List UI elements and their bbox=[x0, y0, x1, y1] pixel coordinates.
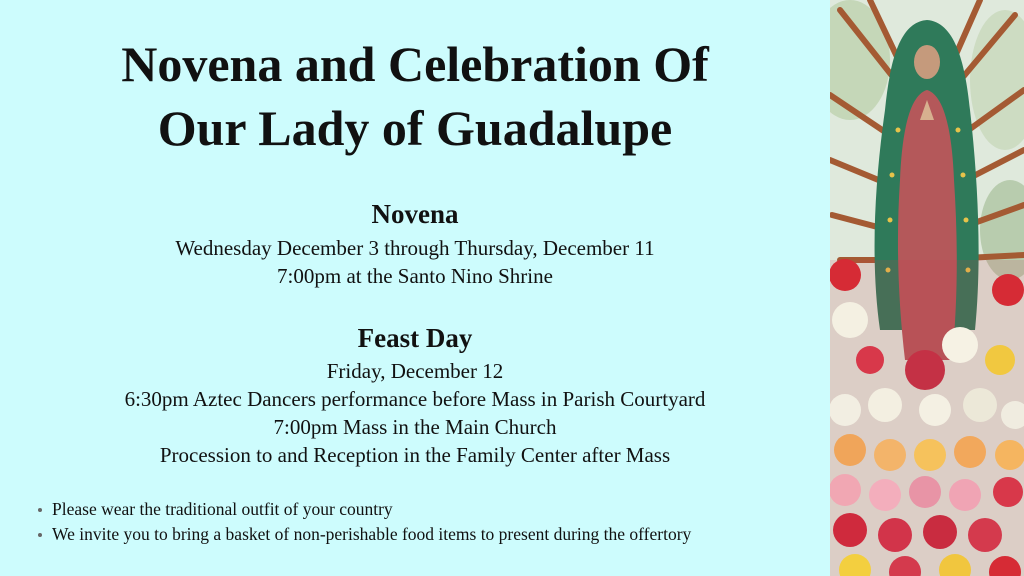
feast-procession: Procession to and Reception in the Family Center after Mass bbox=[159, 443, 671, 467]
bullet-icon bbox=[38, 508, 42, 512]
note-text: We invite you to bring a basket of non-perishable food items to present during the offertory bbox=[52, 524, 692, 544]
bullet-icon bbox=[38, 533, 42, 537]
feast-date: Friday, December 12 bbox=[326, 359, 504, 383]
notes-list bbox=[38, 497, 828, 547]
novena-dates: Wednesday December 3 through Thursday, December 11 bbox=[175, 236, 655, 260]
novena-heading: Novena bbox=[371, 199, 459, 229]
note-text: Please wear the traditional outfit of your country bbox=[52, 499, 393, 519]
note-item bbox=[38, 522, 828, 547]
page-title bbox=[0, 32, 830, 160]
title-line-1: Novena and Celebration Of bbox=[121, 36, 709, 92]
guadalupe-statue-image bbox=[830, 0, 1024, 576]
feast-heading: Feast Day bbox=[357, 323, 473, 353]
title-line-2: Our Lady of Guadalupe bbox=[157, 100, 673, 156]
feast-dancers: 6:30pm Aztec Dancers performance before Mass in Parish Courtyard bbox=[124, 387, 706, 411]
novena-time-place: 7:00pm at the Santo Nino Shrine bbox=[277, 264, 553, 288]
note-item bbox=[38, 497, 828, 522]
feast-mass: 7:00pm Mass in the Main Church bbox=[273, 415, 557, 439]
